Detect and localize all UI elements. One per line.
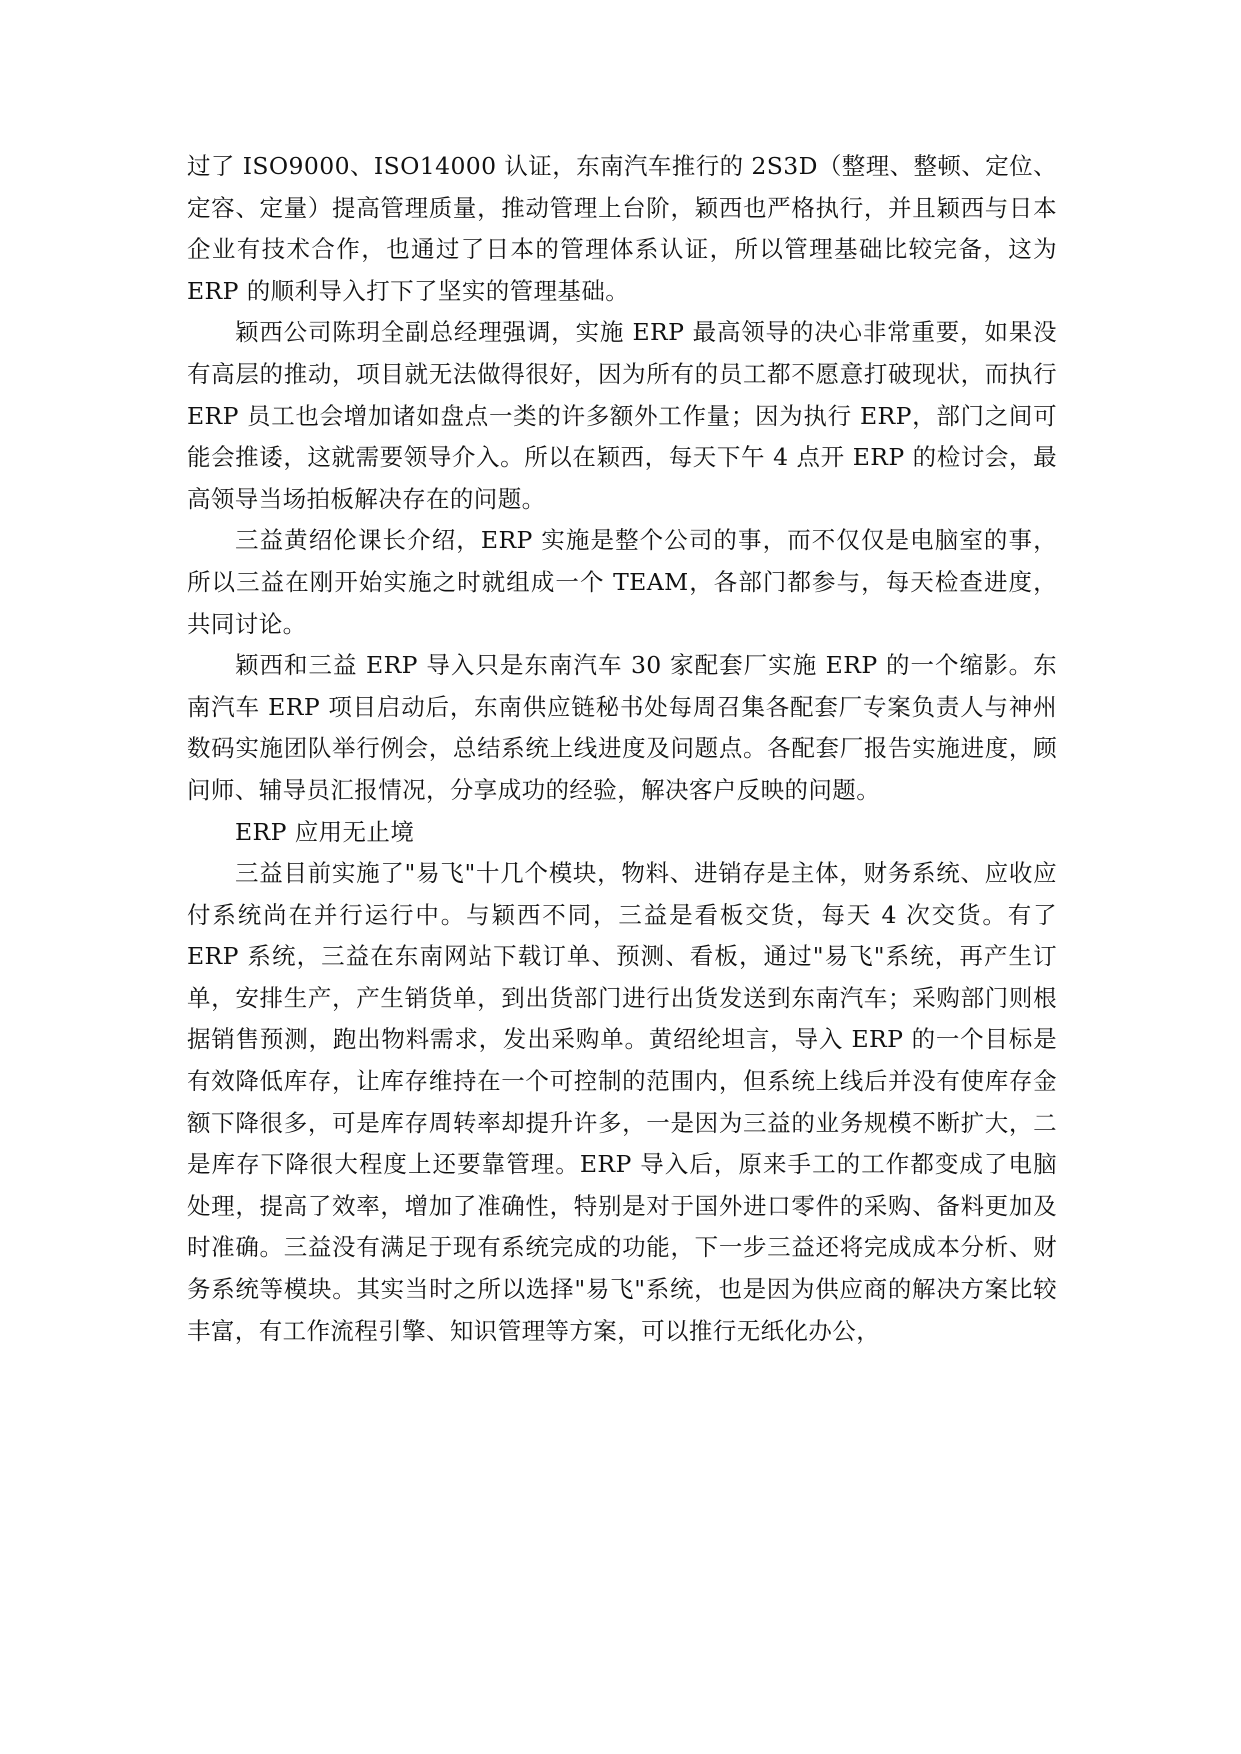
paragraph-sanyi-modules: 三益目前实施了"易飞"十几个模块，物料、进销存是主体，财务系统、应收应付系统尚在并行运行中。与颖西不同，三益是看板交货，每天 4 次交货。有了 ERP 系统，三益在东南网站下载订单、预测、看板，通过"易飞"系统，再产生订单，安排生产，产生销货单，到出货部门进行出货发送到东南汽车；采购部门则根据销售预测，跑出物料需求，发出采购单。黄绍纶坦言，导入 ERP 的一个目标是有效降低库存，让库存维持在一个可控制的范围内，但系统上线后并没有使库存金额下降很多，可是库存周转率却提升许多，一是因为三益的业务规模不断扩大，二是库存下降很大程度上还要靠管理。ERP 导入后，原来手工的工作都变成了电脑处理，提高了效率，增加了准确性，特别是对于国外进口零件的采购、备料更加及时准确。三益没有满足于现有系统完成的功能，下一步三益还将完成成本分析、财务系统等模块。其实当时之所以选择"易飞"系统，也是因为供应商的解决方案比较丰富，有工作流程引擎、知识管理等方案，可以推行无纸化办公， bbox=[187, 859, 1057, 1345]
paragraph-iso-certification: 过了 ISO9000、ISO14000 认证，东南汽车推行的 2S3D（整理、整顿、定位、定容、定量）提高管理质量，推动管理上台阶，颖西也严格执行，并且颖西与日本企业有技术合作，也通过了日本的管理体系认证，所以管理基础比较完备，这为 ERP 的顺利导入打下了坚实的管理基础。 bbox=[187, 152, 1057, 305]
section-heading-erp-application: ERP 应用无止境 bbox=[235, 817, 415, 846]
paragraph-yingxi-leadership: 颖西公司陈玥全副总经理强调，实施 ERP 最高领导的决心非常重要，如果没有高层的推动，项目就无法做得很好，因为所有的员工都不愿意打破现状，而执行 ERP 员工也会增加诸如盘点一类的许多额外工作量；因为执行 ERP，部门之间可能会推诿，这就需要领导介入。所以在颖西，每天下午 4 点开 ERP 的检讨会，最高领导当场拍板解决存在的问题。 bbox=[187, 318, 1057, 513]
document-body bbox=[187, 146, 1057, 1352]
paragraph-supplier-rollout: 颖西和三益 ERP 导入只是东南汽车 30 家配套厂实施 ERP 的一个缩影。东南汽车 ERP 项目启动后，东南供应链秘书处每周召集各配套厂专案负责人与神州数码实施团队举行例会，总结系统上线进度及问题点。各配套厂报告实施进度，顾问师、辅导员汇报情况，分享成功的经验，解决客户反映的问题。 bbox=[187, 651, 1057, 804]
paragraph-sanyi-team: 三益黄绍伦课长介绍，ERP 实施是整个公司的事，而不仅仅是电脑室的事，所以三益在刚开始实施之时就组成一个 TEAM，各部门都参与，每天检查进度，共同讨论。 bbox=[187, 526, 1057, 638]
